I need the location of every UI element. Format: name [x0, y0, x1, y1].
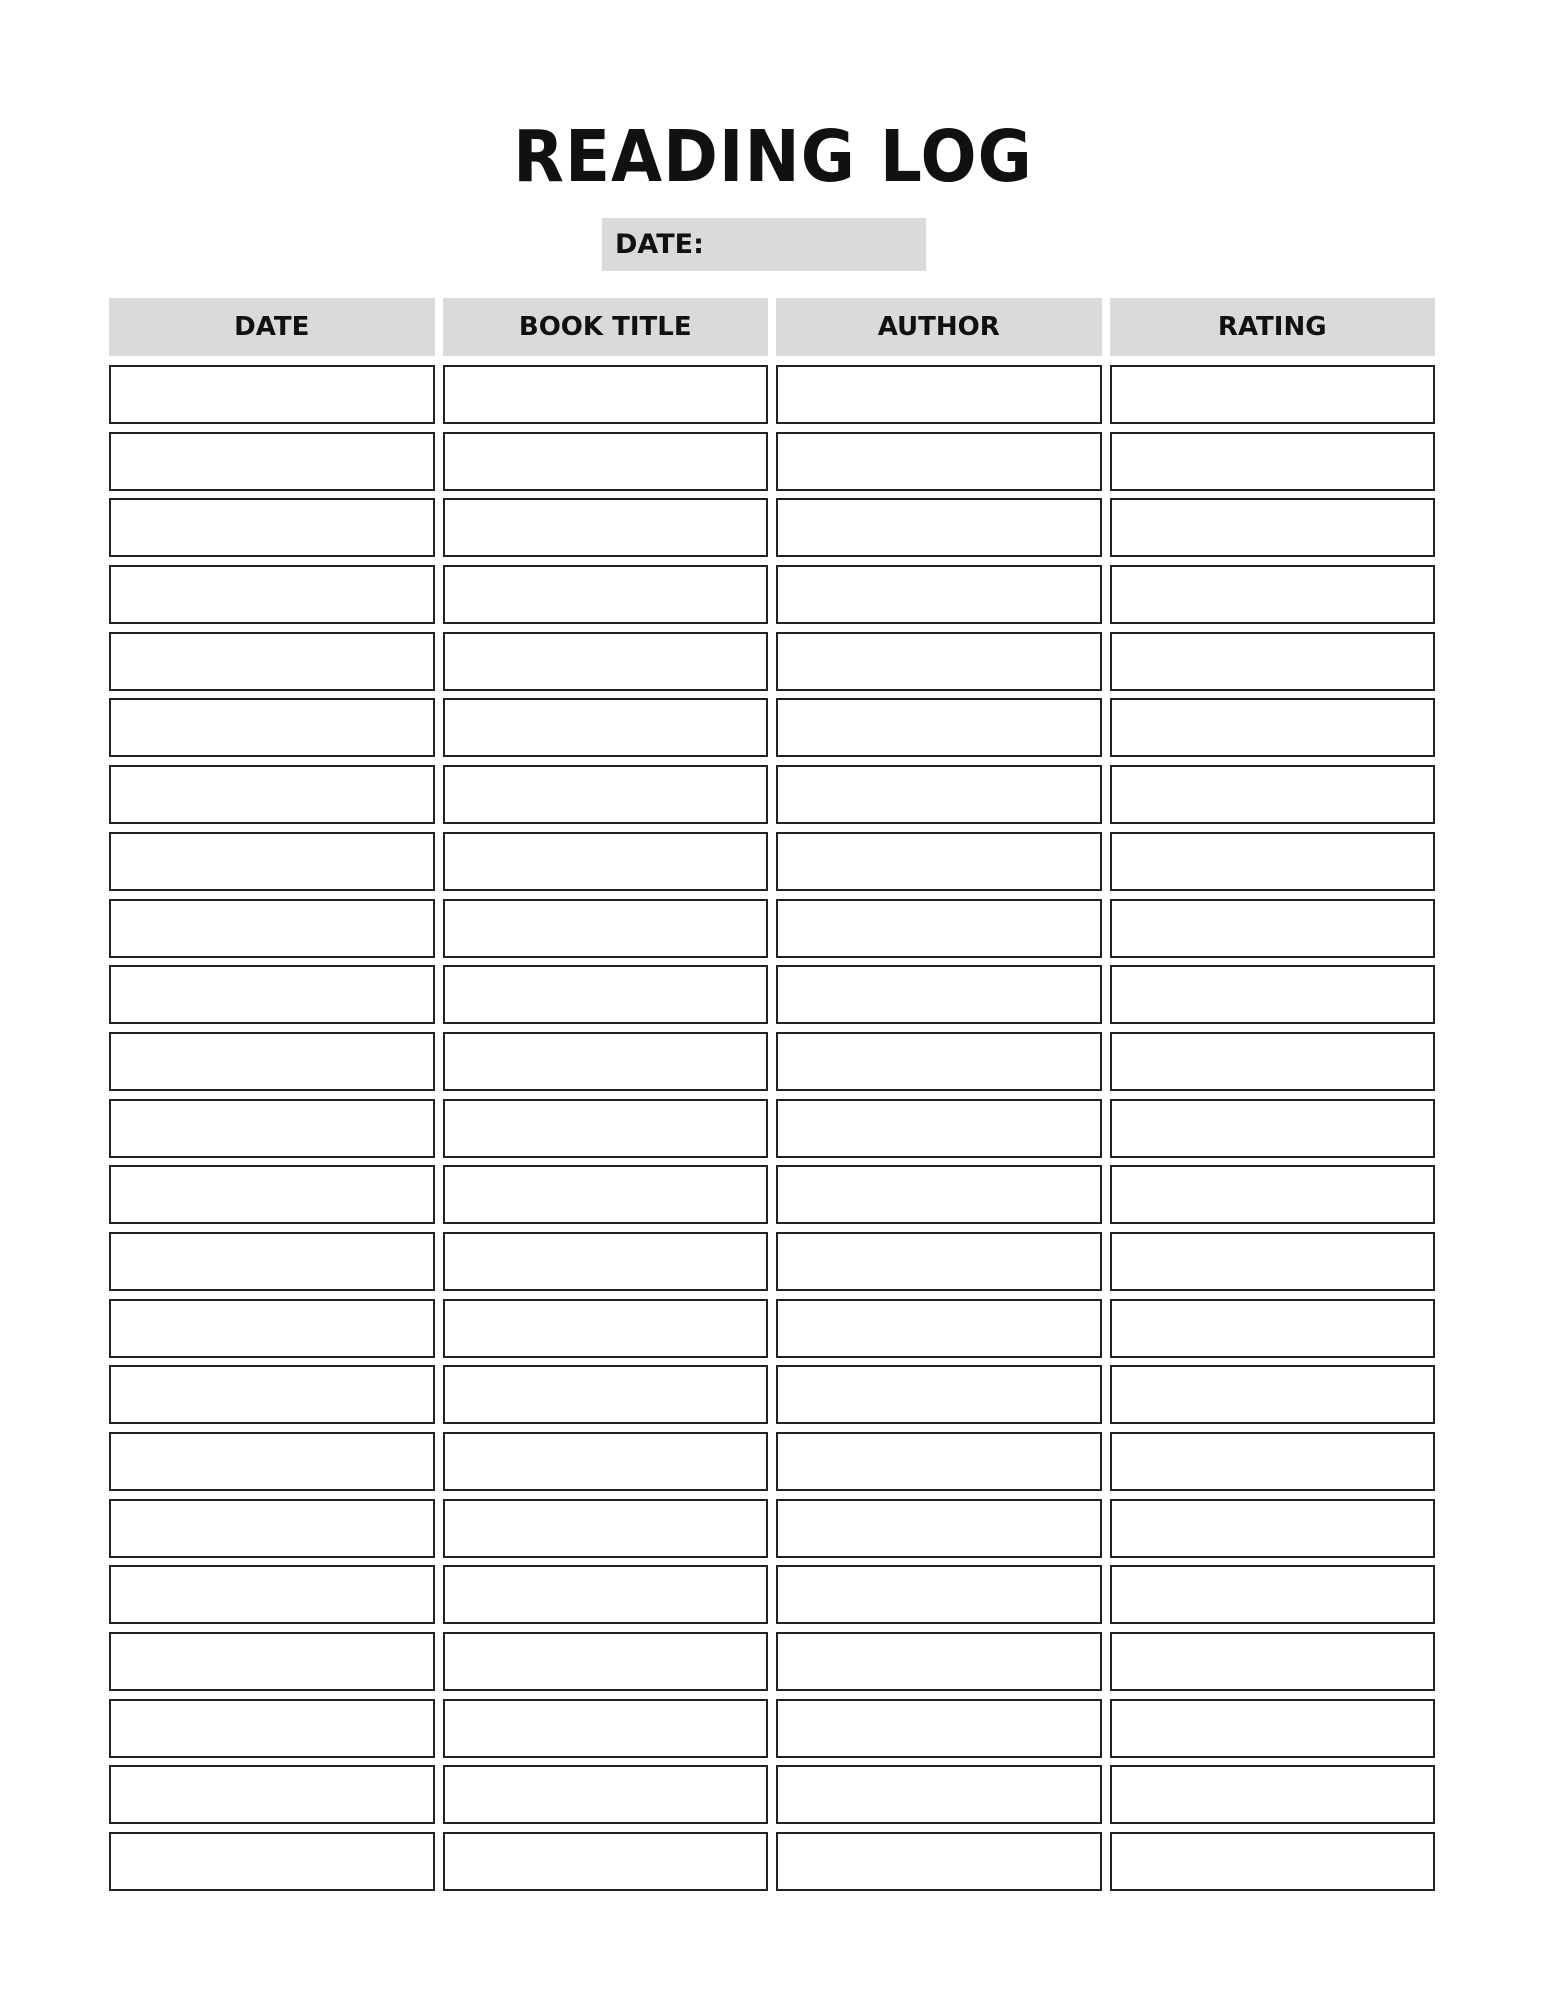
cell-rating[interactable]: [1110, 432, 1436, 491]
cell-date[interactable]: [109, 565, 435, 624]
cell-author[interactable]: [776, 1699, 1102, 1758]
cell-date[interactable]: [109, 1832, 435, 1891]
table-row: [109, 965, 1435, 1024]
cell-date[interactable]: [109, 832, 435, 891]
cell-rating[interactable]: [1110, 1232, 1436, 1291]
cell-date[interactable]: [109, 1232, 435, 1291]
cell-rating[interactable]: [1110, 1499, 1436, 1558]
cell-book-title[interactable]: [443, 1499, 769, 1558]
cell-book-title[interactable]: [443, 965, 769, 1024]
cell-date[interactable]: [109, 1099, 435, 1158]
cell-date[interactable]: [109, 498, 435, 557]
table-row: [109, 1632, 1435, 1691]
cell-book-title[interactable]: [443, 1632, 769, 1691]
cell-date[interactable]: [109, 1699, 435, 1758]
cell-date[interactable]: [109, 1499, 435, 1558]
page-title: READING LOG: [513, 114, 1033, 199]
cell-date[interactable]: [109, 1165, 435, 1224]
cell-rating[interactable]: [1110, 1632, 1436, 1691]
cell-date[interactable]: [109, 1432, 435, 1491]
cell-rating[interactable]: [1110, 1365, 1436, 1424]
cell-rating[interactable]: [1110, 1165, 1436, 1224]
cell-rating[interactable]: [1110, 365, 1436, 424]
cell-author[interactable]: [776, 432, 1102, 491]
cell-book-title[interactable]: [443, 1565, 769, 1624]
cell-date[interactable]: [109, 698, 435, 757]
table-row: [109, 365, 1435, 424]
cell-rating[interactable]: [1110, 899, 1436, 958]
cell-book-title[interactable]: [443, 765, 769, 824]
cell-date[interactable]: [109, 365, 435, 424]
cell-author[interactable]: [776, 1365, 1102, 1424]
cell-author[interactable]: [776, 365, 1102, 424]
cell-book-title[interactable]: [443, 498, 769, 557]
cell-book-title[interactable]: [443, 1232, 769, 1291]
cell-rating[interactable]: [1110, 1699, 1436, 1758]
table-row: [109, 1232, 1435, 1291]
table-row: [109, 832, 1435, 891]
cell-author[interactable]: [776, 1299, 1102, 1358]
date-field[interactable]: [602, 218, 926, 271]
cell-author[interactable]: [776, 498, 1102, 557]
cell-date[interactable]: [109, 1632, 435, 1691]
table-row: [109, 432, 1435, 491]
cell-author[interactable]: [776, 1765, 1102, 1824]
table-row: [109, 765, 1435, 824]
column-header-date: DATE: [109, 298, 435, 356]
cell-rating[interactable]: [1110, 1765, 1436, 1824]
cell-author[interactable]: [776, 1032, 1102, 1091]
cell-rating[interactable]: [1110, 565, 1436, 624]
cell-author[interactable]: [776, 899, 1102, 958]
cell-rating[interactable]: [1110, 965, 1436, 1024]
cell-book-title[interactable]: [443, 899, 769, 958]
cell-author[interactable]: [776, 965, 1102, 1024]
cell-book-title[interactable]: [443, 1032, 769, 1091]
table-row: [109, 1432, 1435, 1491]
column-header-book-title: BOOK TITLE: [443, 298, 769, 356]
table-row: [109, 1299, 1435, 1358]
table-row: [109, 1099, 1435, 1158]
cell-author[interactable]: [776, 1499, 1102, 1558]
cell-rating[interactable]: [1110, 1565, 1436, 1624]
table-row: [109, 1832, 1435, 1891]
cell-date[interactable]: [109, 1365, 435, 1424]
cell-rating[interactable]: [1110, 632, 1436, 691]
cell-book-title[interactable]: [443, 1765, 769, 1824]
cell-book-title[interactable]: [443, 565, 769, 624]
date-label: DATE:: [615, 229, 704, 260]
cell-book-title[interactable]: [443, 1832, 769, 1891]
cell-book-title[interactable]: [443, 1365, 769, 1424]
cell-date[interactable]: [109, 1299, 435, 1358]
cell-date[interactable]: [109, 1565, 435, 1624]
cell-author[interactable]: [776, 565, 1102, 624]
cell-date[interactable]: [109, 965, 435, 1024]
cell-rating[interactable]: [1110, 1432, 1436, 1491]
cell-book-title[interactable]: [443, 1099, 769, 1158]
cell-author[interactable]: [776, 1432, 1102, 1491]
table-row: [109, 1165, 1435, 1224]
table-row: [109, 698, 1435, 757]
cell-author[interactable]: [776, 1565, 1102, 1624]
cell-rating[interactable]: [1110, 1832, 1436, 1891]
table-row: [109, 1765, 1435, 1824]
cell-date[interactable]: [109, 1032, 435, 1091]
column-header-author: AUTHOR: [776, 298, 1102, 356]
cell-author[interactable]: [776, 1165, 1102, 1224]
cell-book-title[interactable]: [443, 1165, 769, 1224]
table-row: [109, 565, 1435, 624]
cell-rating[interactable]: [1110, 498, 1436, 557]
cell-author[interactable]: [776, 1632, 1102, 1691]
table-row: [109, 899, 1435, 958]
cell-rating[interactable]: [1110, 1099, 1436, 1158]
cell-rating[interactable]: [1110, 765, 1436, 824]
cell-book-title[interactable]: [443, 365, 769, 424]
cell-book-title[interactable]: [443, 1699, 769, 1758]
table-body: [109, 365, 1435, 1891]
cell-author[interactable]: [776, 765, 1102, 824]
cell-author[interactable]: [776, 632, 1102, 691]
cell-date[interactable]: [109, 432, 435, 491]
cell-book-title[interactable]: [443, 1299, 769, 1358]
cell-rating[interactable]: [1110, 698, 1436, 757]
cell-book-title[interactable]: [443, 832, 769, 891]
cell-rating[interactable]: [1110, 1299, 1436, 1358]
table-row: [109, 632, 1435, 691]
table-row: [109, 1365, 1435, 1424]
cell-date[interactable]: [109, 765, 435, 824]
cell-book-title[interactable]: [443, 432, 769, 491]
cell-book-title[interactable]: [443, 698, 769, 757]
table-row: [109, 1032, 1435, 1091]
cell-date[interactable]: [109, 632, 435, 691]
cell-date[interactable]: [109, 899, 435, 958]
table-row: [109, 1565, 1435, 1624]
table-row: [109, 1699, 1435, 1758]
cell-author[interactable]: [776, 1832, 1102, 1891]
table-header-row: [109, 298, 1435, 356]
reading-log-table: [109, 298, 1435, 1899]
cell-rating[interactable]: [1110, 832, 1436, 891]
cell-book-title[interactable]: [443, 1432, 769, 1491]
cell-author[interactable]: [776, 1232, 1102, 1291]
cell-date[interactable]: [109, 1765, 435, 1824]
cell-author[interactable]: [776, 1099, 1102, 1158]
cell-author[interactable]: [776, 832, 1102, 891]
cell-rating[interactable]: [1110, 1032, 1436, 1091]
column-header-rating: RATING: [1110, 298, 1436, 356]
cell-author[interactable]: [776, 698, 1102, 757]
table-row: [109, 498, 1435, 557]
cell-book-title[interactable]: [443, 632, 769, 691]
table-row: [109, 1499, 1435, 1558]
